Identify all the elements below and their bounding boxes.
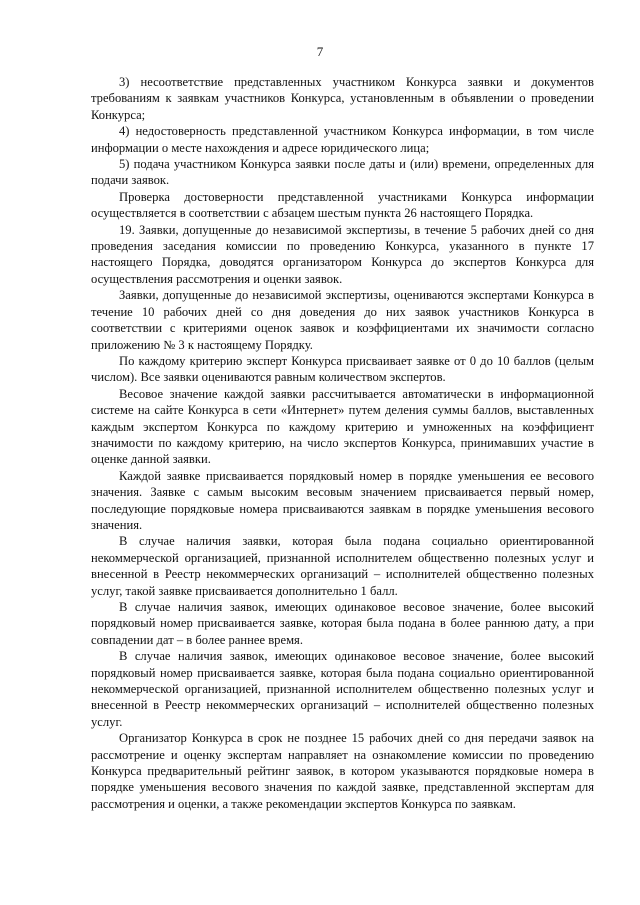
paragraph-weight-calculation: Весовое значение каждой заявки рассчитывается автоматически в информационной системе на сайте Конкурса в сети «Интернет» путем деления суммы баллов, выставленных каждым экспертом Конкурса по каждому критерию и умноженных на коэффициент значимости по каждому критерию, на число экспертов Конкурса, принимавших участие в оценке данной заявки. [91, 386, 594, 467]
paragraph-preliminary-rating: Организатор Конкурса в срок не позднее 15 рабочих дней со дня передачи заявок на рассмотрение и оценку экспертам направляет на ознакомление комиссии по проведению Конкурса предварительный рейтинг заявок, в котором указываются порядковые номера в порядке уменьшения весового значения по каждой заявке, представленной экспертам для рассмотрения и оценки, а также рекомендации экспертов Конкурса по заявкам. [91, 731, 594, 811]
paragraph-tie-by-date: В случае наличия заявок, имеющих одинаковое весовое значение, более высокий порядковый номер присваивается заявке, которая была подана в более раннюю дату, а при совпадении дат – в более раннее время. [91, 600, 594, 647]
paragraph-item-3: 3) несоответствие представленных участником Конкурса заявки и документов требованиям к заявкам участников Конкурса, установленным в объявлении о проведении Конкурса; [91, 75, 594, 122]
paragraph-verification: Проверка достоверности представленной участниками Конкурса информации осуществляется в соответствии с абзацем шестым пункта 26 настоящего Порядка. [91, 189, 594, 221]
document-body [91, 74, 594, 812]
paragraph-item-4: 4) недостоверность представленной участником Конкурса информации, в том числе информации о месте нахождения и адресе юридического лица; [91, 124, 594, 155]
paragraph-expert-evaluation: Заявки, допущенные до независимой экспертизы, оцениваются экспертами Конкурса в течение 10 рабочих дней со дня доведения до них заявок участников Конкурса в соответствии с критериями оценок заявок и коэффициентами их значимости согласно приложению № 3 к настоящему Порядку. [91, 288, 594, 352]
paragraph-tie-by-status: В случае наличия заявок, имеющих одинаковое весовое значение, более высокий порядковый номер присваивается заявке, которая была подана социально ориентированной некоммерческой организацией, признанной исполнителем общественно полезных услуг и внесенной в Реестр некоммерческих организаций – исполнителей общественно полезных услуг. [91, 649, 594, 729]
paragraph-item-5: 5) подача участником Конкурса заявки после даты и (или) времени, определенных для подачи заявок. [91, 157, 594, 188]
paragraph-bonus-point: В случае наличия заявки, которая была подана социально ориентированной некоммерческой организацией, признанной исполнителем общественно полезных услуг и внесенной в Реестр некоммерческих организаций – исполнителей общественно полезных услуг, такой заявке присваивается дополнительно 1 балл. [91, 534, 594, 598]
paragraph-clause-19: 19. Заявки, допущенные до независимой экспертизы, в течение 5 рабочих дней со дня проведения заседания комиссии по проведению Конкурса, указанного в пункте 17 настоящего Порядка, доводятся организатором Конкурса до экспертов Конкурса для осуществления рассмотрения и оценки заявок. [91, 222, 594, 286]
paragraph-scoring: По каждому критерию эксперт Конкурса присваивает заявке от 0 до 10 баллов (целым числом). Все заявки оцениваются равным количеством экспертов. [91, 353, 594, 385]
paragraph-ranking: Каждой заявке присваивается порядковый номер в порядке уменьшения ее весового значения. Заявке с самым высоким весовым значением присваивается первый номер, последующие порядковые номера присваиваются заявкам в порядке уменьшения весового значения. [91, 468, 594, 532]
page-number: 7 [316, 44, 324, 59]
